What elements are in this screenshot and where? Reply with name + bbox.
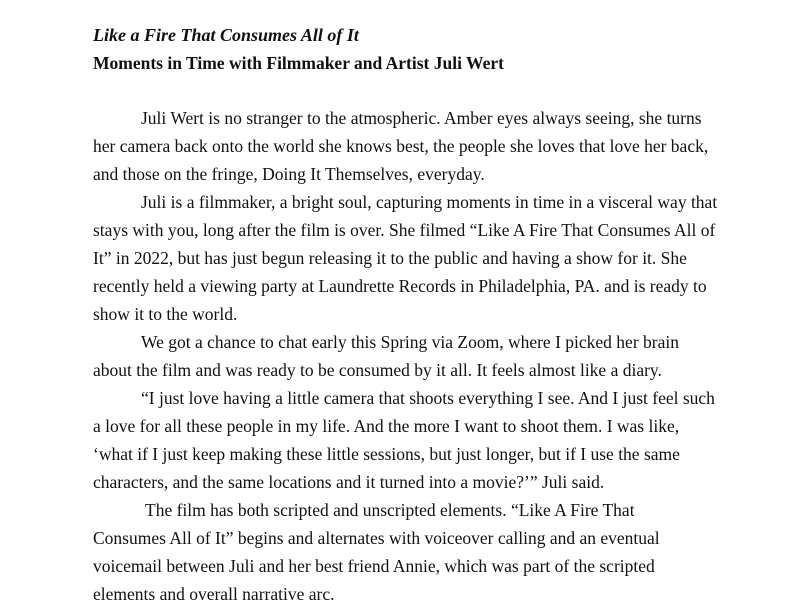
text-line: Consumes All of It” begins and alternates with voiceover calling and an eventual [93, 528, 660, 548]
text-line: It” in 2022, but has just begun releasing it to the public and having a show for it. She [93, 248, 687, 268]
text-line: The film has both scripted and unscripted elements. “Like A Fire That [145, 500, 635, 520]
body-paragraph [93, 104, 733, 188]
text-line: and those on the fringe, Doing It Themselves, everyday. [93, 164, 485, 184]
body-paragraph [93, 496, 733, 608]
text-line: a love for all these people in my life. And the more I want to shoot them. I was like, [93, 416, 680, 436]
article-body [93, 104, 733, 608]
text-line: her camera back onto the world she knows best, the people she loves that love her back, [93, 136, 709, 156]
body-paragraph [93, 188, 733, 328]
text-line: stays with you, long after the film is over. She filmed “Like A Fire That Consumes All of [93, 220, 716, 240]
article-subtitle: Moments in Time with Filmmaker and Artist Juli Wert [93, 53, 504, 73]
body-paragraph [93, 384, 733, 496]
text-line: elements and overall narrative arc. [93, 584, 335, 604]
text-line: voicemail between Juli and her best friend Annie, which was part of the scripted [93, 556, 655, 576]
body-paragraph [93, 328, 733, 384]
article-title: Like a Fire That Consumes All of It [93, 25, 359, 45]
text-line: ‘what if I just keep making these little sessions, but just longer, but if I use the same [93, 444, 680, 464]
text-line: “I just love having a little camera that shoots everything I see. And I just feel such [141, 388, 715, 408]
text-line: Juli Wert is no stranger to the atmospheric. Amber eyes always seeing, she turns [141, 108, 702, 128]
document-page [93, 22, 733, 608]
text-line: characters, and the same locations and it turned into a movie?’” Juli said. [93, 472, 605, 492]
text-line: Juli is a filmmaker, a bright soul, capturing moments in time in a visceral way that [141, 192, 718, 212]
text-line: about the film and was ready to be consumed by it all. It feels almost like a diary. [93, 360, 662, 380]
text-line: show it to the world. [93, 304, 238, 324]
text-line: We got a chance to chat early this Spring via Zoom, where I picked her brain [141, 332, 679, 352]
text-line: recently held a viewing party at Laundrette Records in Philadelphia, PA. and is ready to [93, 276, 707, 296]
